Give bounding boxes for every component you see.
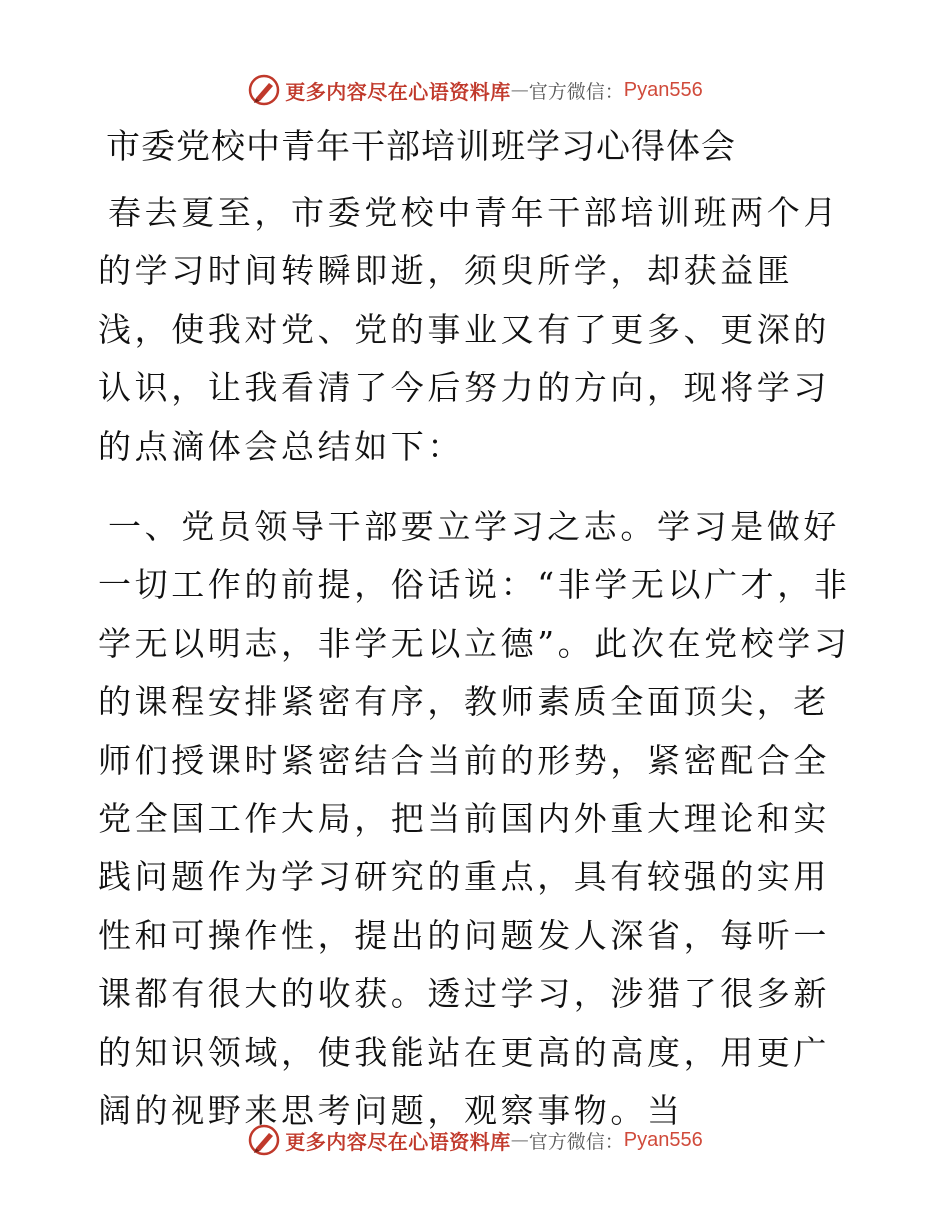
- header-contact-label: 官方微信：: [528, 80, 624, 103]
- header-contact-id: Pyan556: [623, 78, 703, 101]
- paragraph-intro: 春去夏至，市委党校中青年干部培训班两个月的学习时间转瞬即逝，须臾所学，却获益匪浅，使我对党、党的事业又有了更多、更深的认识，让我看清了今后努力的方向，现将学习的点滴体会总结如下：: [98, 193, 840, 466]
- header-promo-text: 更多内容尽在心语资料库: [285, 79, 511, 104]
- footer-contact-id: Pyan556: [623, 1128, 703, 1151]
- footer-contact-label: 官方微信：: [528, 1130, 624, 1153]
- document-body: [98, 118, 858, 1163]
- footer-promo-text: 更多内容尽在心语资料库: [285, 1129, 511, 1154]
- document-title: 市委党校中青年干部培训班学习心得体会: [106, 127, 736, 167]
- header-separator: —: [510, 79, 529, 101]
- pen-logo-icon: [247, 73, 281, 107]
- paragraph-section-1: 一、党员领导干部要立学习之志。学习是做好一切工作的前提，俗话说：“非学无以广才，非学无以明志，非学无以立德”。此次在党校学习的课程安排紧密有序，教师素质全面顶尖，老师们授课时紧密结合当前的形势，紧密配合全党全国工作大局，把当前国内外重大理论和实践问题作为学习研究的重点，具有较强的实用性和可操作性，提出的问题发人深省，每听一课都有很大的收获。透过学习，涉猎了很多新的知识领域，使我能站在更高的高度，用更广阔的视野来思考问题，观察事物。当: [98, 507, 851, 1131]
- footer-banner: [0, 1120, 950, 1160]
- pen-logo-icon: [247, 1123, 281, 1157]
- footer-separator: —: [510, 1129, 529, 1151]
- header-banner: [0, 70, 950, 110]
